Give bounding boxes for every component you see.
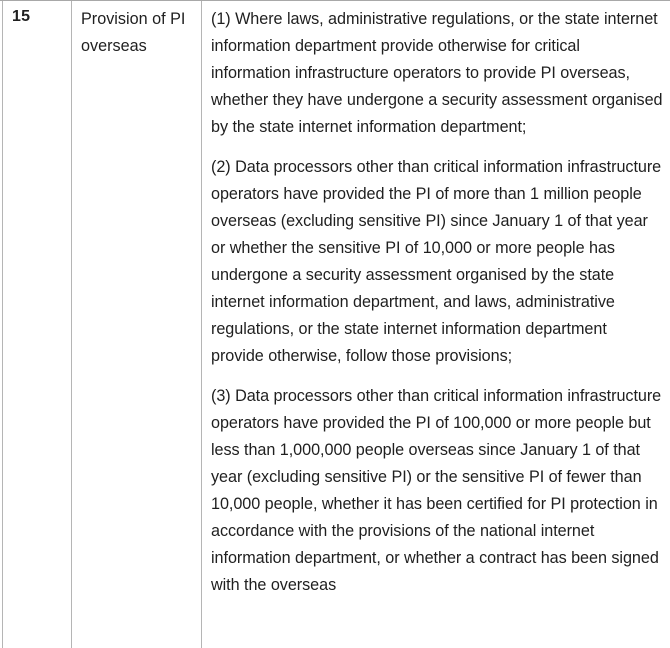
row-number-cell <box>2 1 71 648</box>
row-content-cell <box>201 1 670 648</box>
row-title: Provision of PI overseas <box>81 10 186 55</box>
requirement-paragraphs <box>211 6 663 612</box>
requirement-paragraph-3: (3) Data processors other than critical information infrastructure operators have provided the PI of 100,000 or more people but less than 1,000,000 people overseas since January 1 of that year (excluding sensitive PI) or the sensitive PI of fewer than 10,000 people, whether it has been certified for PI protection in accordance with the provisions of the national internet information department, or whether a contract has been signed with the overseas <box>211 387 662 594</box>
row-title-cell <box>71 1 201 648</box>
requirement-paragraph-2: (2) Data processors other than critical information infrastructure operators have provided the PI of more than 1 million people overseas (excluding sensitive PI) since January 1 of that year or whether the sensitive PI of 10,000 or more people has undergone a security assessment organised by the state internet information department, and laws, administrative regulations, or the state internet information department provide otherwise, follow those provisions; <box>211 158 662 365</box>
requirement-paragraph-1: (1) Where laws, administrative regulations, or the state internet information department provide otherwise for critical information infrastructure operators to provide PI overseas, whether they have undergone a security assessment organised by the state internet information department; <box>211 10 663 136</box>
row-number: 15 <box>12 8 31 25</box>
